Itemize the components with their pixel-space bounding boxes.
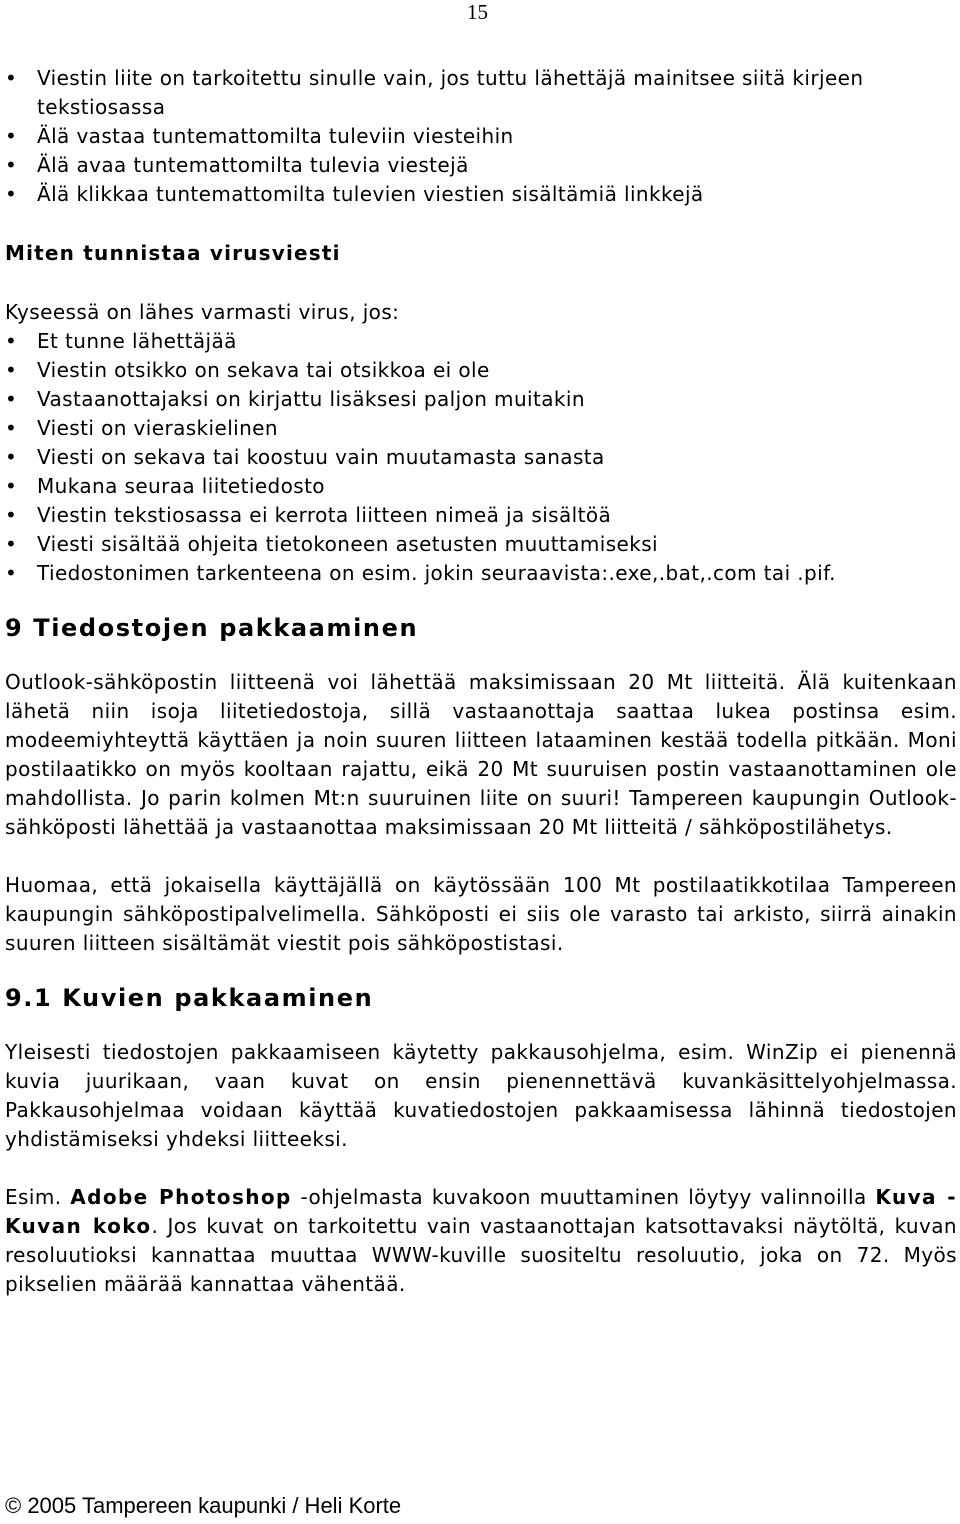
virus-intro: Kyseessä on lähes varmasti virus, jos:: [5, 300, 400, 324]
document-body: [5, 64, 957, 1299]
list-item: • Et tunne lähettäjää: [5, 327, 957, 356]
virus-bullet-list: [5, 327, 957, 588]
text-run: Esim.: [5, 1185, 71, 1209]
app-name: Adobe Photoshop: [70, 1185, 292, 1209]
list-item: • Älä avaa tuntemattomilta tulevia viestejä: [5, 151, 957, 180]
section-9-paragraph-1: Outlook-sähköpostin liitteenä voi lähettää maksimissaan 20 Mt liitteitä. Älä kuitenkaan lähetä niin isoja liitetiedostoja, sillä vastaanottaja saattaa lukea postinsa esim. modeemiyhteyttä käyttäen ja noin suuren liitteen lataaminen kestää todella pitkään. Moni postilaatikko on myös kooltaan rajattu, eikä 20 Mt suuruisen postin vastaanottaminen ole mahdollista. Jo parin kolmen Mt:n suuruinen liite on suuri! Tampereen kaupungin Outlook-sähköposti lähettää ja vastaanottaa maksimissaan 20 Mt liitteitä / sähköpostilähetys.: [5, 670, 957, 839]
footer-copyright: © 2005 Tampereen kaupunki / Heli Korte: [5, 1493, 402, 1518]
section-9-1-heading: 9.1 Kuvien pakkaaminen: [5, 984, 374, 1012]
list-item: • Älä vastaa tuntemattomilta tuleviin viesteihin: [5, 122, 957, 151]
list-item: • Mukana seuraa liitetiedosto: [5, 472, 957, 501]
list-item: • Viesti sisältää ohjeita tietokoneen asetusten muuttamiseksi: [5, 530, 957, 559]
list-item: • Viestin tekstiosassa ei kerrota liitteen nimeä ja sisältöä: [5, 501, 957, 530]
list-item: • Viestin otsikko on sekava tai otsikkoa ei ole: [5, 356, 957, 385]
list-item: • Vastaanottajaksi on kirjattu lisäksesi paljon muitakin: [5, 385, 957, 414]
list-item: • Viestin liite on tarkoitettu sinulle vain, jos tuttu lähettäjä mainitsee siitä kirjeen tekstiosassa: [5, 64, 957, 122]
virus-heading: Miten tunnistaa virusviesti: [5, 241, 341, 265]
text-run: -ohjelmasta kuvakoon muuttaminen löytyy valinnoilla: [291, 1185, 876, 1209]
list-item: • Tiedostonimen tarkenteena on esim. jokin seuraavista:.exe,.bat,.com tai .pif.: [5, 559, 957, 588]
list-item: • Älä klikkaa tuntemattomilta tulevien viestien sisältämiä linkkejä: [5, 180, 957, 209]
page-number: 15: [467, 0, 488, 24]
section-9-1-paragraph-2: [5, 1183, 957, 1299]
section-9-paragraph-2: Huomaa, että jokaisella käyttäjällä on käytössään 100 Mt postilaatikkotilaa Tampereen kaupungin sähköpostipalvelimella. Sähköposti ei siis ole varasto tai arkisto, siirrä ainakin suuren liitteen sisältämät viestit pois sähköpostistasi.: [5, 873, 957, 955]
bullet-list-top: [5, 64, 957, 209]
list-item: • Viesti on vieraskielinen: [5, 414, 957, 443]
section-9-1-paragraph-1: Yleisesti tiedostojen pakkaamiseen käytetty pakkausohjelma, esim. WinZip ei pienennä kuvia juurikaan, vaan kuvat on ensin pienennettävä kuvankäsittelyohjelmassa. Pakkausohjelmaa voidaan käyttää kuvatiedostojen pakkaamisessa lähinnä tiedostojen yhdistämiseksi yhdeksi liitteeksi.: [5, 1040, 957, 1151]
list-item: • Viesti on sekava tai koostuu vain muutamasta sanasta: [5, 443, 957, 472]
text-run: . Jos kuvat on tarkoitettu vain vastaanottajan katsottavaksi näytöltä, kuvan resoluutioksi kannattaa muuttaa WWW-kuville suositeltu resoluutio, joka on 72. Myös pikselien määrää kannattaa vähentää.: [5, 1214, 957, 1296]
section-9-heading: 9 Tiedostojen pakkaaminen: [5, 614, 419, 642]
menu-path: Kuva - Kuvan koko: [5, 1185, 957, 1238]
